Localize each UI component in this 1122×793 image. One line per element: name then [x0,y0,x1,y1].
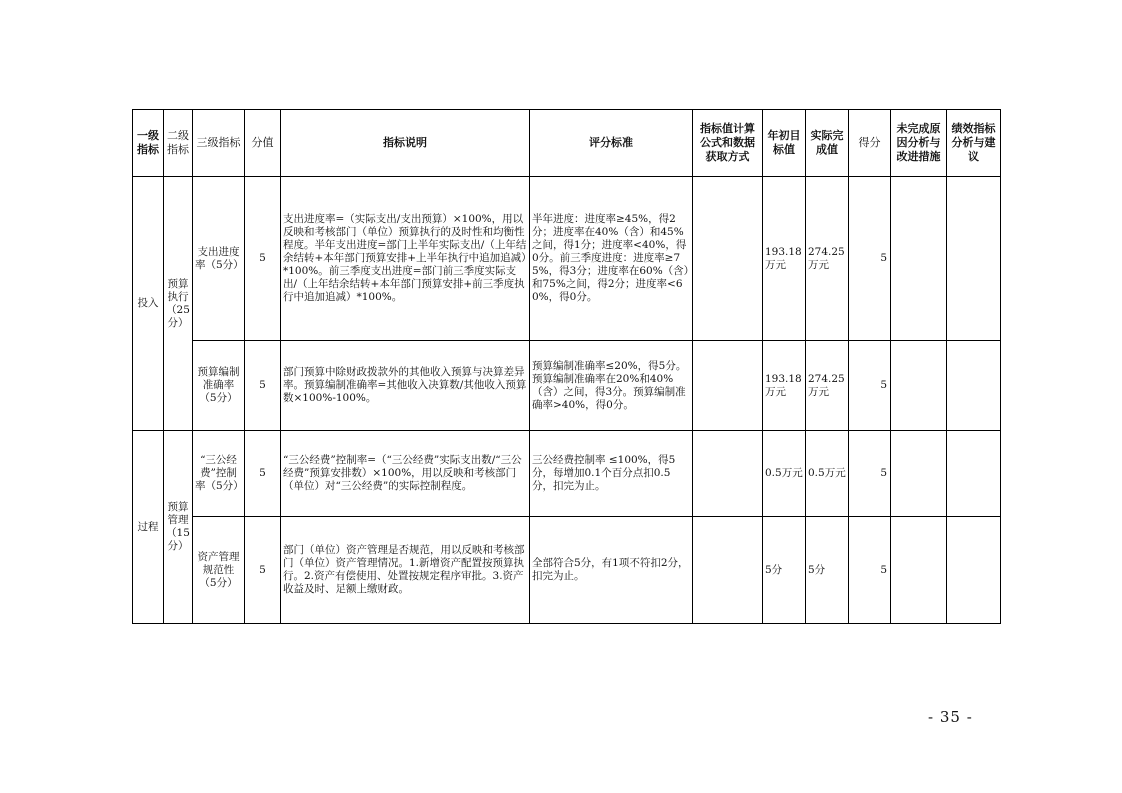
header-level3: 三级指标 [193,110,245,177]
score-cell: 5 [245,517,281,624]
target-cell: 193.18万元 [763,177,806,341]
header-description: 指标说明 [281,110,530,177]
header-advice: 绩效指标分析与建议 [947,110,1001,177]
advice-cell [947,517,1001,624]
level3-cell: 支出进度率（5分） [193,177,245,341]
group-input: 投入 [133,177,164,431]
header-level2: 二级指标 [164,110,193,177]
header-formula: 指标值计算公式和数据获取方式 [693,110,763,177]
performance-table [132,109,1001,624]
reason-cell [891,341,947,431]
got-cell: 5 [849,341,891,431]
header-reason: 未完成原因分析与改进措施 [891,110,947,177]
page-number: - 35 - [928,708,973,726]
header-row [133,110,1001,177]
criteria-cell: 三公经费控制率 ≤100%，得5分，每增加0.1个百分点扣0.5分，扣完为止。 [530,431,693,517]
description-cell: “三公经费”控制率=（“三公经费”实际支出数/“三公经费”预算安排数）×100%，用以反映和考核部门（单位）对“三公经费”的实际控制程度。 [281,431,530,517]
table-row [133,341,1001,431]
header-actual: 实际完成值 [806,110,849,177]
got-cell: 5 [849,431,891,517]
advice-cell [947,177,1001,341]
group-process: 过程 [133,431,164,624]
header-score: 分值 [245,110,281,177]
description-cell: 部门预算中除财政拨款外的其他收入预算与决算差异率。预算编制准确率=其他收入决算数/其他收入预算数×100%-100%。 [281,341,530,431]
actual-cell: 274.25万元 [806,341,849,431]
reason-cell [891,177,947,341]
reason-cell [891,431,947,517]
level3-cell: 资产管理规范性（5分） [193,517,245,624]
advice-cell [947,341,1001,431]
formula-cell [693,517,763,624]
table-row [133,517,1001,624]
formula-cell [693,177,763,341]
table-row [133,431,1001,517]
score-cell: 5 [245,431,281,517]
header-criteria: 评分标准 [530,110,693,177]
level3-cell: 预算编制准确率（5分） [193,341,245,431]
advice-cell [947,431,1001,517]
header-target: 年初目标值 [763,110,806,177]
reason-cell [891,517,947,624]
header-got: 得分 [849,110,891,177]
level3-cell: “三公经费”控制率（5分） [193,431,245,517]
target-cell: 193.18万元 [763,341,806,431]
score-cell: 5 [245,177,281,341]
formula-cell [693,431,763,517]
target-cell: 5分 [763,517,806,624]
header-level1: 一级指标 [133,110,164,177]
formula-cell [693,341,763,431]
actual-cell: 5分 [806,517,849,624]
table-row [133,177,1001,341]
criteria-cell: 半年进度：进度率≥45%，得2分；进度率在40%（含）和45%之间，得1分；进度率<40%，得0分。前三季度进度：进度率≥75%，得3分；进度率在60%（含）和75%之间，得2分；进度率<60%，得0分。 [530,177,693,341]
criteria-cell: 预算编制准确率≤20%，得5分。预算编制准确率在20%和40%（含）之间，得3分。预算编制准确率>40%，得0分。 [530,341,693,431]
target-cell: 0.5万元 [763,431,806,517]
actual-cell: 274.25万元 [806,177,849,341]
got-cell: 5 [849,517,891,624]
score-cell: 5 [245,341,281,431]
actual-cell: 0.5万元 [806,431,849,517]
subgroup-budget-exec: 预算执行（25分） [164,177,193,431]
subgroup-budget-mgmt: 预算管理（15分） [164,431,193,624]
description-cell: 部门（单位）资产管理是否规范，用以反映和考核部门（单位）资产管理情况。1.新增资产配置按预算执行。2.资产有偿使用、处置按规定程序审批。3.资产收益及时、足额上缴财政。 [281,517,530,624]
got-cell: 5 [849,177,891,341]
criteria-cell: 全部符合5分，有1项不符扣2分，扣完为止。 [530,517,693,624]
description-cell: 支出进度率=（实际支出/支出预算）×100%，用以反映和考核部门（单位）预算执行的及时性和均衡性程度。半年支出进度=部门上半年实际支出/（上年结余结转+本年部门预算安排+上半年执行中追加追减）*100%。前三季度支出进度=部门前三季度实际支出/（上年结余结转+本年部门预算安排+前三季度执行中追加追减）*100%。 [281,177,530,341]
